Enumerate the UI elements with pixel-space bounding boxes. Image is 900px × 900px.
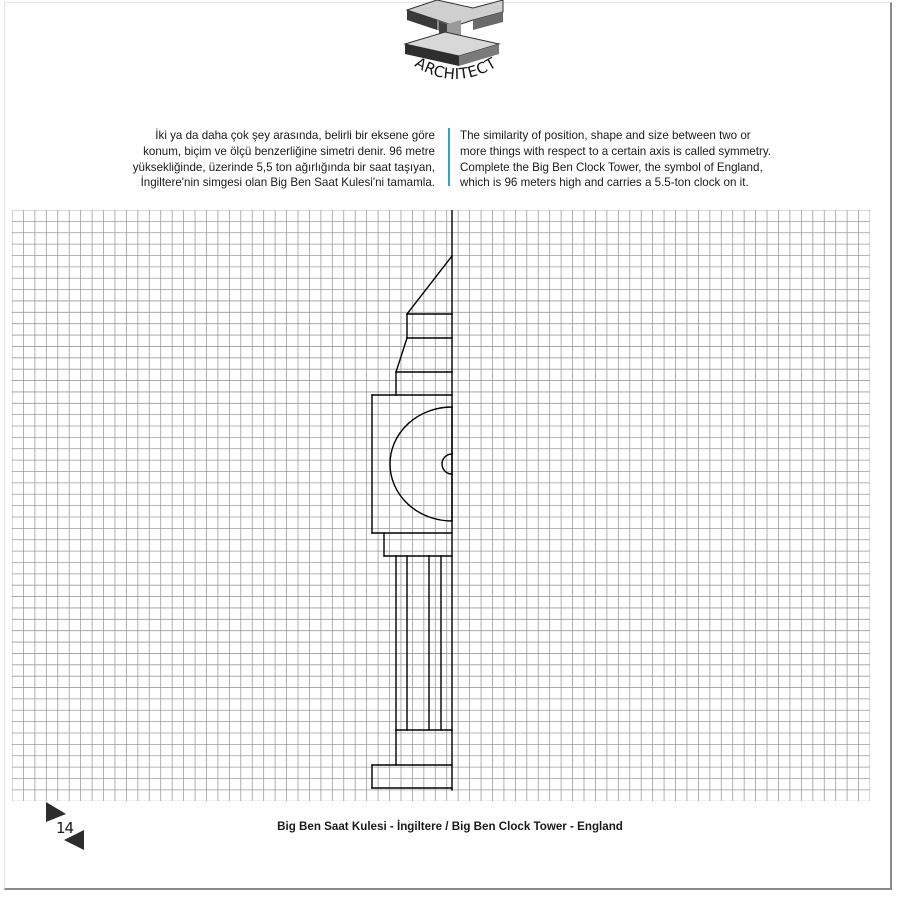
intro-divider [448, 128, 450, 186]
intro-tr-line: konum, biçim ve ölçü benzerliğine simetri denir. 96 metre [143, 144, 435, 158]
page-number: 14 [56, 819, 74, 837]
intro-tr-line: yüksekliğinde, üzerinde 5,5 ton ağırlığında bir saat taşıyan, [132, 160, 435, 174]
intro-en-line: The similarity of position, shape and size between two or [460, 129, 751, 142]
isometric-beam-logo-icon [395, 0, 515, 92]
logo-text: ARCHITECT [411, 53, 500, 84]
intro-english [460, 128, 865, 191]
figure-caption: Big Ben Saat Kulesi - İngiltere / Big Ben Clock Tower - England [277, 820, 623, 833]
spire-line [407, 256, 452, 314]
grid-canvas[interactable] [12, 210, 870, 801]
roof-slope [396, 338, 407, 372]
drawing-grid[interactable] [12, 210, 870, 801]
intro-en-line: Complete the Big Ben Clock Tower, the symbol of England, [460, 160, 763, 174]
page-number-badge [44, 800, 88, 852]
architect-logo [395, 0, 515, 92]
intro-tr-line: İki ya da daha çok şey arasında, belirli bir eksene göre [155, 129, 435, 142]
intro-en-line: which is 96 meters high and carries a 5.5-ton clock on it. [460, 176, 749, 190]
intro-en-line: more things with respect to a certain axis is called symmetry. [460, 144, 771, 158]
intro-turkish [30, 128, 435, 191]
intro-tr-line: İngiltere'nin simgesi olan Big Ben Saat Kulesi'ni tamamla. [140, 176, 435, 190]
